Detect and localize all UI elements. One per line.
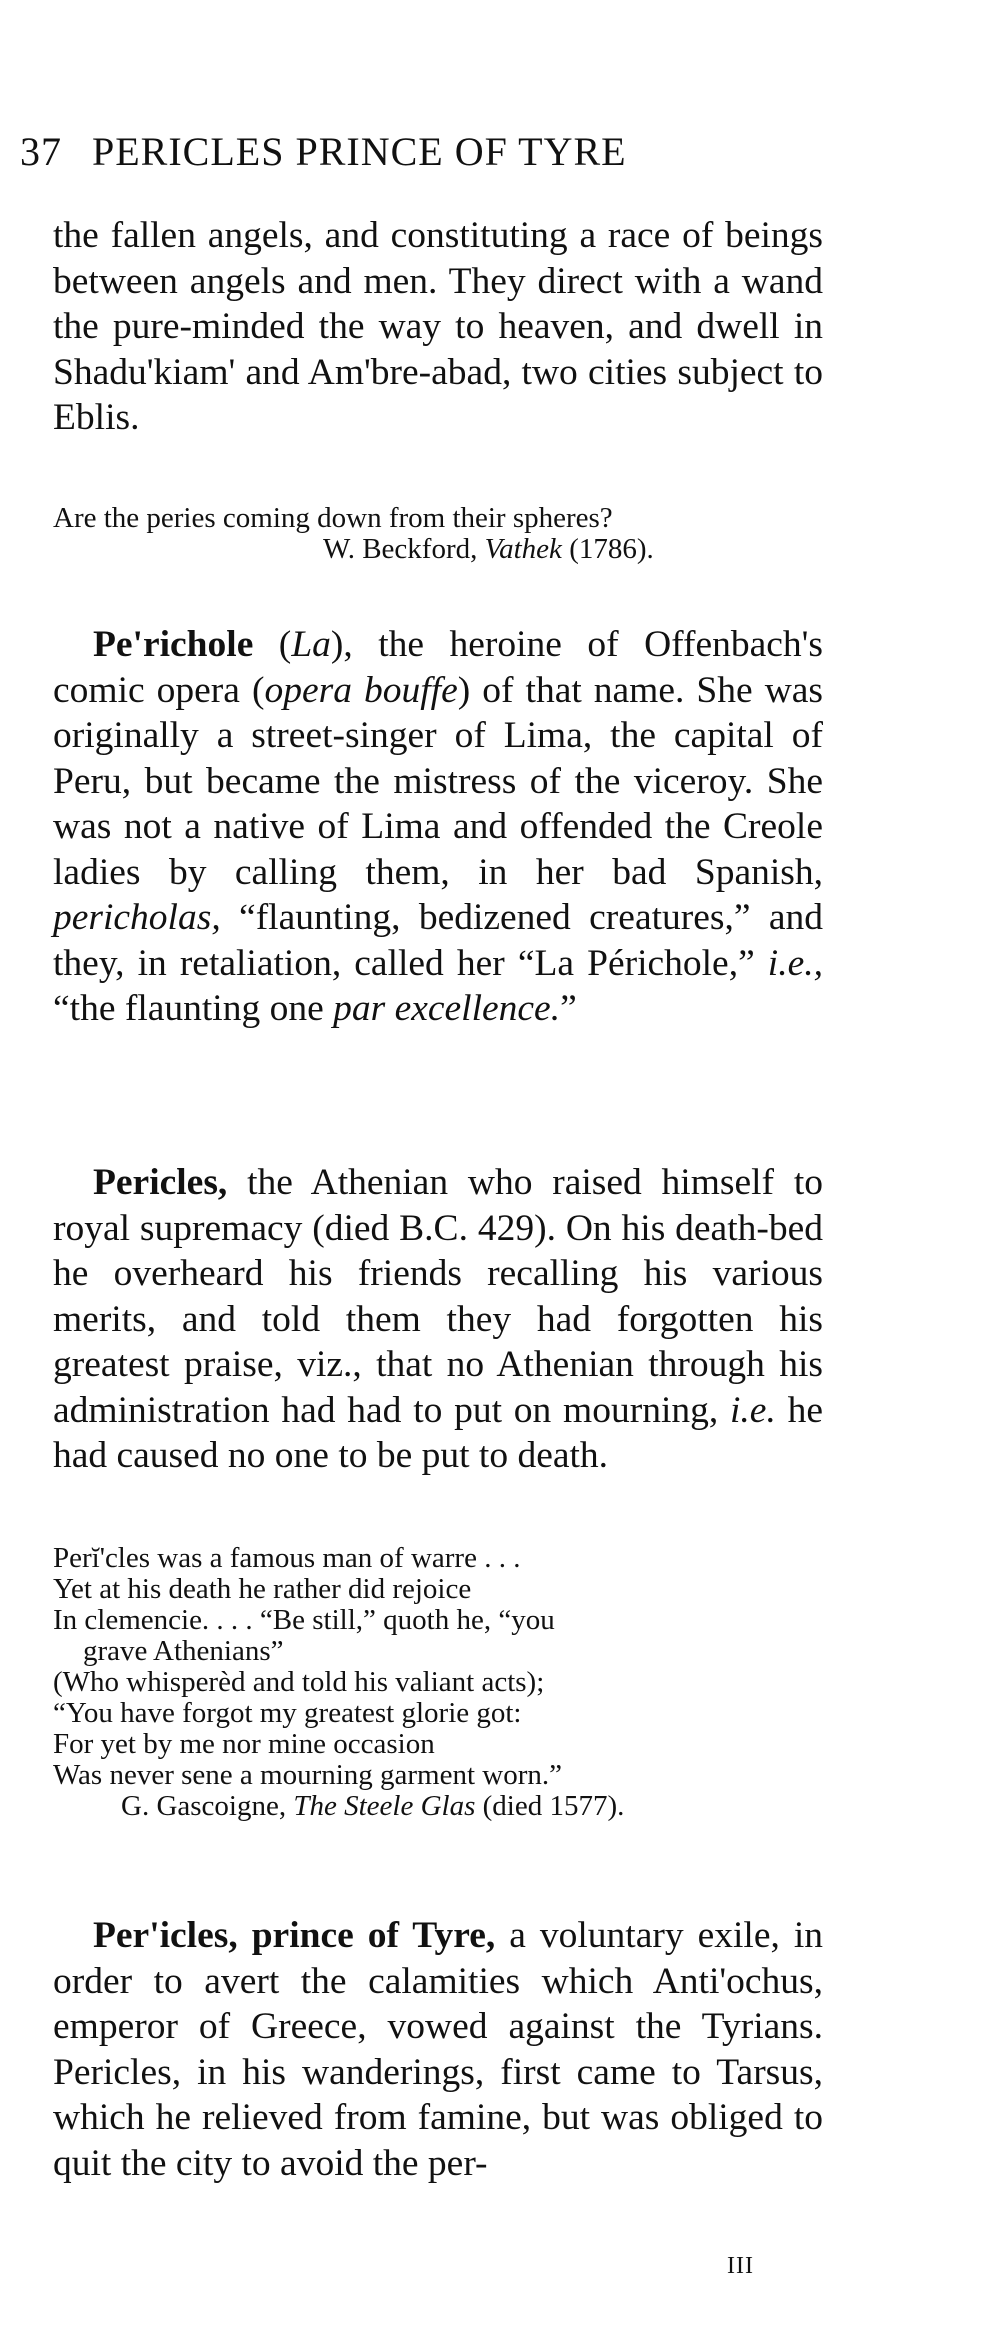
- running-header: [20, 128, 840, 175]
- quote-citation: [53, 534, 823, 565]
- quote-line: Perĭ'cles was a famous man of warre . . .: [53, 1542, 521, 1574]
- quote-line: Are the peries coming down from their spheres?: [53, 502, 613, 534]
- entry-text: the fallen angels, and constituting a race of beings between angels and men. They direct with a wand the pure-minded the way to heaven, and dwell in Shadu'kiam' and Am'bre-abad, two cities subject to Eblis.: [53, 215, 823, 438]
- quote-line: For yet by me nor mine occasion: [53, 1728, 435, 1760]
- quote-line: grave Athenians”: [83, 1635, 284, 1667]
- citation-work: The Steele Glas: [293, 1790, 476, 1822]
- entry-perichole: [53, 622, 823, 1032]
- citation-author: W. Beckford,: [323, 533, 485, 565]
- citation-work: Vathek: [484, 533, 562, 565]
- text-run: ), the heroine of Offenbach's comic opera (: [53, 624, 823, 711]
- text-run-italic: par excellence.: [333, 988, 561, 1029]
- running-title: PERICLES PRINCE OF TYRE: [92, 129, 627, 174]
- quote-line: (Who whisperèd and told his valiant acts);: [53, 1666, 545, 1698]
- text-run: ”: [560, 988, 577, 1029]
- text-run: the Athenian who raised himself to royal supremacy (died: [53, 1162, 823, 1249]
- text-run: “the flaunting one: [53, 988, 334, 1029]
- text-run-italic: La: [291, 624, 331, 665]
- headword: Pericles,: [93, 1162, 228, 1203]
- citation-author: G. Gascoigne,: [121, 1790, 294, 1822]
- quote-steele-glas: [53, 1543, 823, 1822]
- text-run: (: [253, 624, 292, 665]
- headword: Pe'richole: [93, 624, 254, 665]
- text-run: 429). On his death-bed he overheard his friends recalling his various merits, and told them they had forgotten his greatest praise, viz., that no Athenian through his administration had had to put on mourning,: [53, 1207, 823, 1431]
- entry-text: [53, 622, 823, 1032]
- entry-text: [53, 1913, 823, 2186]
- text-run-italic: i.e.,: [767, 942, 823, 984]
- text-run: ) of that name. She was originally a street-singer of Lima, the capital of Peru, but became the mistress of the viceroy. She was not a native of Lima and offended the Creole ladies by calling them, in her bad Spanish,: [53, 669, 824, 893]
- text-run-italic: pericholas,: [53, 897, 221, 938]
- quote-line: “You have forgot my greatest glorie got:: [53, 1697, 522, 1729]
- text-run-italic: opera bouffe: [264, 669, 458, 711]
- text-run-smallcaps: B.C.: [399, 1207, 468, 1249]
- text-run: a voluntary exile, in order to avert the calamities which Anti'ochus, emperor of Greece, vowed against the Tyrians. Pericles, in his wanderings, first came to Tarsus, which he relieved from famine, but was obliged to quit the city to avoid the per-: [53, 1915, 823, 2184]
- quote-citation: [53, 1791, 823, 1822]
- page-number: 37: [20, 129, 62, 174]
- quote-line: Was never sene a mourning garment worn.”: [53, 1759, 563, 1791]
- citation-year: (1786).: [561, 533, 654, 565]
- entry-pericles: [53, 1160, 823, 1479]
- quote-line: Yet at his death he rather did rejoice: [53, 1573, 472, 1605]
- entry-pericles-prince-of-tyre: [53, 1913, 823, 2186]
- entry-peries-continued: [53, 213, 823, 441]
- quote-line: In clemencie. . . . “Be still,” quoth he, “you: [53, 1604, 555, 1636]
- entry-text: [53, 1160, 823, 1479]
- text-run: “flaunting, bedizened creatures,” and they, in retaliation, called her “La Périchole,”: [53, 897, 823, 984]
- text-run: he had caused no one to be put to death.: [53, 1389, 823, 1476]
- text-run-italic: i.e.: [730, 1389, 776, 1431]
- signature-mark: III: [727, 2253, 754, 2279]
- quote-vathek: [53, 503, 823, 565]
- citation-year: (died 1577).: [475, 1790, 625, 1822]
- headword: Per'icles, prince of Tyre,: [93, 1915, 496, 1956]
